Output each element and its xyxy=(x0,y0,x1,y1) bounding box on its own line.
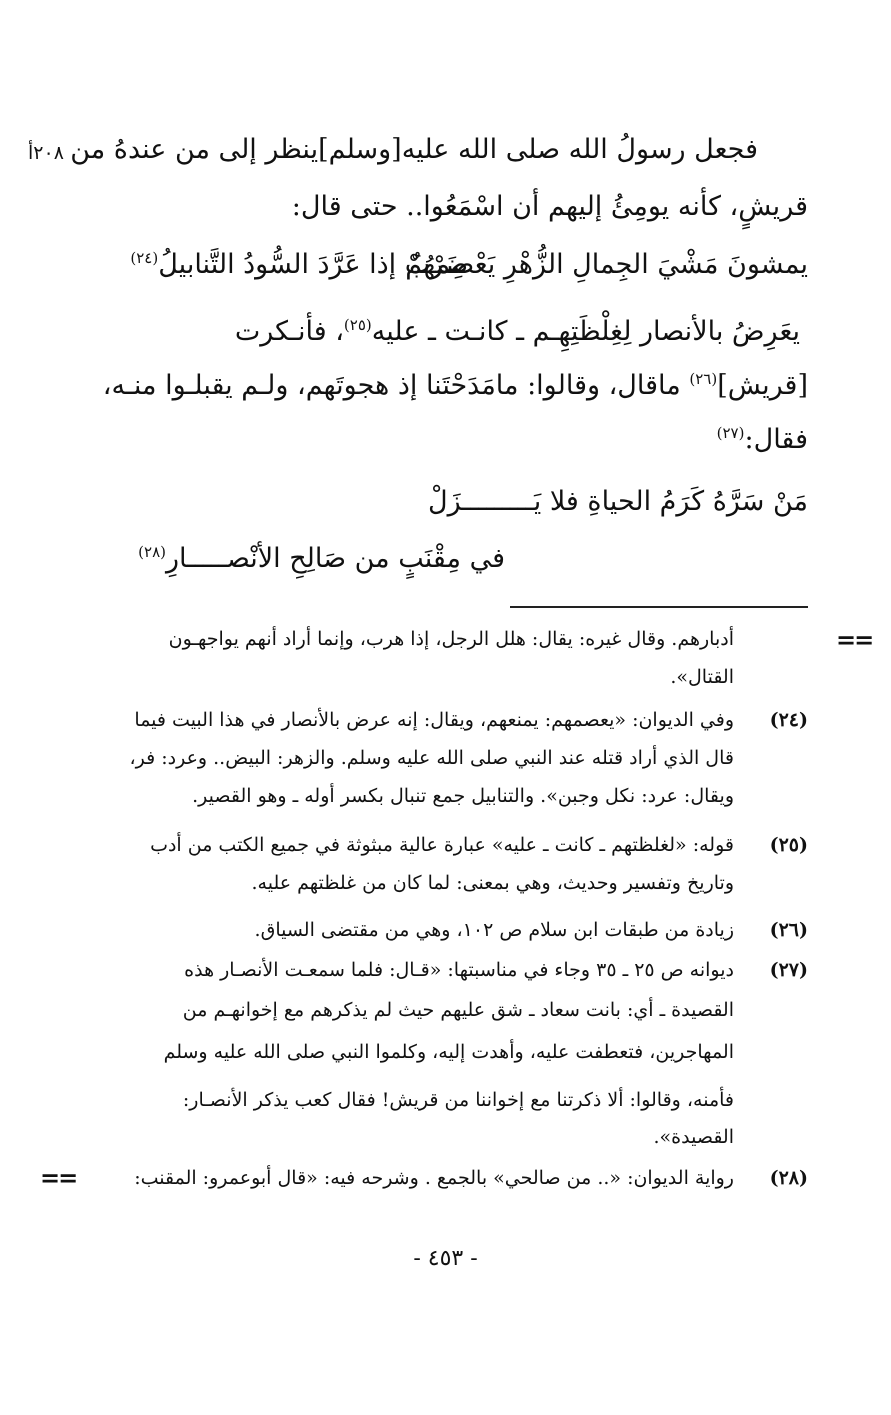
margin-folio-reference: ٢٠٨أ xyxy=(28,142,64,164)
footnote-number-26: (٢٦) xyxy=(769,919,808,941)
footnote-ref-25: (٢٥) xyxy=(343,316,372,334)
footnote-27-line-5: القصيدة». xyxy=(653,1126,734,1148)
footnote-number-27: (٢٧) xyxy=(769,959,808,981)
line-4-tail: ماقال، وقالوا: مامَدَحْتَنا إذ هجوتَهم، ولـم يقبلـوا منـه، xyxy=(102,370,690,401)
footnote-27-line-2: القصيدة ـ أي: بانت سعاد ـ شق عليهم حيث لم يذكرهم مع إخوانهـم من xyxy=(182,999,734,1021)
verse-2-line-1: مَنْ سَرَّهُ كَرَمُ الحياةِ فلا يَـــــــــزَلْ xyxy=(428,486,808,517)
footnote-number-25: (٢٥) xyxy=(769,834,808,856)
main-text-line-3 xyxy=(100,312,800,352)
verse-2-line-2 xyxy=(100,538,505,580)
main-text-line-1: فجعل رسولُ الله صلى الله عليه[وسلم]ينظر إلى من عندهُ من xyxy=(70,134,758,165)
footnote-25-line-1: قوله: «لغلظتهم ـ كانت ـ عليه» عبارة عالية مبثوثة في جميع الكتب من أدب xyxy=(150,834,734,856)
line-5-text: فقال: xyxy=(744,424,808,455)
footnote-27-line-4: فأمنه، وقالوا: ألا ذكرتنا مع إخواننا من قريش! فقال كعب يذكر الأنصـار: xyxy=(182,1089,734,1111)
footnote-number-24: (٢٤) xyxy=(769,709,808,731)
main-text-line-2: قريشٍ، كأنه يومِئُ إليهم أن اسْمَعُوا.. حتى قال: xyxy=(291,191,808,222)
footnote-27-line-1: ديوانه ص ٢٥ ـ ٣٥ وجاء في مناسبتها: «قـال: فلما سمعـت الأنصـار هذه xyxy=(184,959,734,981)
footnote-24-line-1: وفي الديوان: «يعصمهم: يمنعهم، ويقال: إنه عرض بالأنصار في هذا البيت فيما xyxy=(134,709,734,731)
footnote-24-line-2: قال الذي أراد قتله عند النبي صلى الله عليه وسلم. والزهر: البيض.. وعرد: فر، xyxy=(129,747,734,769)
footnote-continuation-line-2: القتال». xyxy=(670,666,734,688)
footnote-27-line-3: المهاجرين، فتعطفت عليه، وأهدت إليه، وكلموا النبي صلى الله عليه وسلم xyxy=(163,1041,734,1063)
footnote-separator xyxy=(510,606,808,608)
footnote-ref-24: (٢٤) xyxy=(130,249,159,267)
verse-1-first-hemistich: يمشونَ مَشْيَ الجِمالِ الزُّهْرِ يَعْصِمهُمْ xyxy=(405,249,808,280)
footnote-25-line-2: وتاريخ وتفسير وحديث، وهي بمعنى: لما كان من غلظتهم عليه. xyxy=(251,872,734,894)
footnote-ref-28: (٢٨) xyxy=(138,543,166,561)
footnote-continuation-line-1: أدبارهم. وقال غيره: يقال: هلل الرجل، إذا هرب، وإنما أراد أنهم يواجهـون xyxy=(168,628,734,650)
verse-1-second-text: ضَرْبٌ إذا عَرَّدَ السُّودُ التَّنابيلُ xyxy=(158,249,468,280)
footnote-26-line-1: زيادة من طبقات ابن سلام ص ١٠٢، وهي من مقتضى السياق. xyxy=(254,919,734,941)
continuation-mark-top: == xyxy=(836,625,873,654)
line-3-text: يعَرِضُ بالأنصار لِغِلْظَتِهِـم ـ كانـت ـ عليه xyxy=(371,316,800,347)
verse-2-line-2-text: في مِقْنَبٍ من صَالِحِ الأنْصـــــارِ xyxy=(166,543,505,574)
main-text-line-5 xyxy=(500,420,808,460)
footnote-number-28: (٢٨) xyxy=(769,1167,808,1189)
main-text-line-4 xyxy=(100,366,808,406)
continuation-mark-bottom: == xyxy=(40,1163,77,1192)
footnote-28-line-1: رواية الديوان: «.. من صالحي» بالجمع . وشرحه فيه: «قال أبوعمرو: المقنب: xyxy=(134,1167,734,1189)
footnote-ref-26: (٢٦) xyxy=(689,370,718,388)
page-number: - ٤٥٣ - xyxy=(413,1246,478,1271)
footnote-24-line-3: ويقال: عرد: نكل وجبن». والتنابيل جمع تنبال بكسر أوله ـ وهو القصير. xyxy=(192,785,734,807)
footnote-ref-27: (٢٧) xyxy=(716,424,745,442)
line-3-tail: ، فأنـكرت xyxy=(234,316,344,347)
line-4-text: [قريش] xyxy=(717,370,808,401)
